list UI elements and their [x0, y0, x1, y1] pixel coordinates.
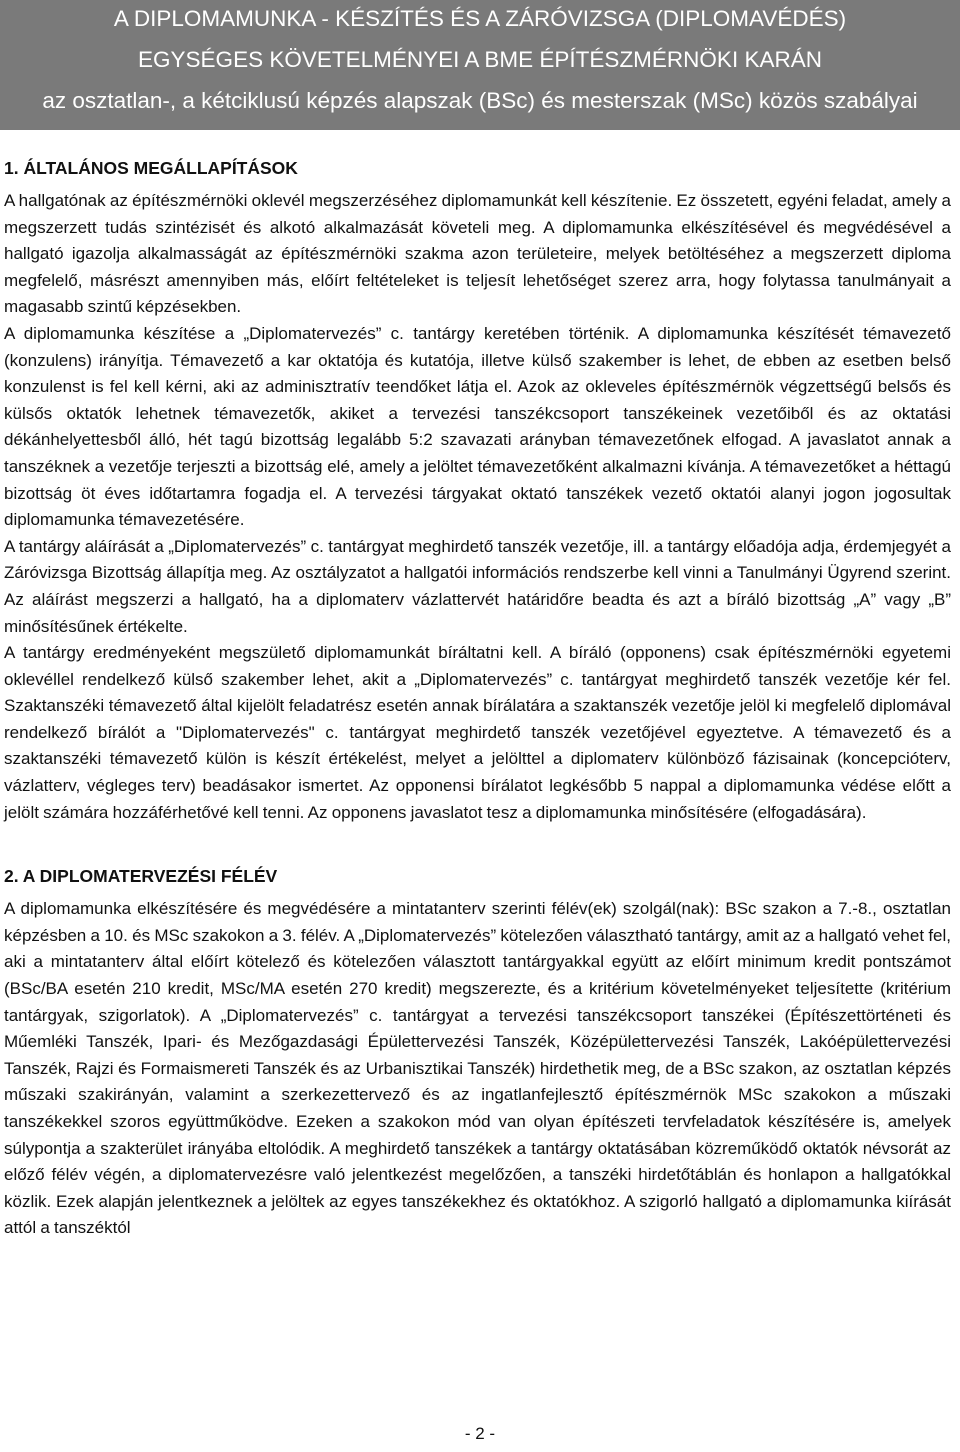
paragraph-semester: A diplomamunka elkészítésére és megvédésére a mintatanterv szerinti félév(ek) szolgál(nak): BSc szakon a 7.-8., osztatlan képzésben a 10. és MSc szakokon a 3. félév. A „Diplomatervezés” kötelezően választható tantárgy, amit az a hallgató vehet fel, aki a mintatanterv által előírt kötelező és kötelezően választott tantárgyakkal együtt az előírt minimum kredit pontszámot (BSc/BA esetén 210 kredit, MSc/MA esetén 270 kredit) megszerezte, és a kritérium követelményeket teljesítette (kritérium tantárgyak, szigorlatok). A „Diplomatervezés” c. tantárgyat a tervezési tanszékcsoport tanszékei (Építészettörténeti és Műemléki Tanszék, Ipari- és Mezőgazdasági Épülettervezési Tanszék, Középülettervezési Tanszék, Lakóépülettervezési Tanszék, Rajzi és Formaismereti Tanszék és az Urbanisztikai Tanszék) hirdethetik meg, de a BSc szakon, az osztatlan képzés műszaki szakirányán, valamint a szerkezettervező és az ingatlanfejlesztő építészmérnök MSc szakokon a műszaki tanszékekkel szoros együttműködve. Ezeken a szakokon mód van olyan építészeti tervfeladatok készítésére is, amelyek súlypontja a szakterület irányába eltolódik. A meghirdető tanszékek a tantárgy oktatásában közreműködő oktatók névsorát az előző félév végén, a diplomatervezésre való jelentkezést megelőzően, a tanszéki hirdetőtáblán és honlapon a hallgatókkal közlik. Ezek alapján jelentkeznek a jelöltek az egyes tanszékekhez és oktatókhoz. A szigorló hallgató a diplomamunka kiírását attól a tanszéktól [4, 899, 951, 1238]
title-line-3: az osztatlan-, a kétciklusú képzés alapszak (BSc) és mesterszak (MSc) közös szabályai [42, 88, 918, 113]
title-line-2: EGYSÉGES KÖVETELMÉNYEI A BME ÉPÍTÉSZMÉRNÖKI KARÁN [138, 47, 822, 72]
title-line-1: A DIPLOMAMUNKA - KÉSZÍTÉS ÉS A ZÁRÓVIZSGA (DIPLOMAVÉDÉS) [113, 6, 847, 31]
page-number: - 2 - [464, 1424, 496, 1443]
paragraph-review: A tantárgy eredményeként megszülető diplomamunkát bíráltatni kell. A bíráló (opponens) csak építészmérnöki egyetemi oklevéllel rendelkező külső szakember lehet, akit a „Diplomatervezés” c. tantárgyat meghirdető tanszék vezetője kér fel. Szaktanszéki témavezető által kijelölt feladatrész esetén annak bírálatára a szaktanszék vezetője jelöl ki megfelelő diplomával rendelkező bírálót a "Diplomatervezés" c. tantárgyat meghirdető tanszék vezetőjével egyeztetve. A témavezető és a szaktanszéki témavezető külön is készít értékelést, melyet a jelölttel a diplomaterv különböző fázisainak (koncepcióterv, vázlatterv, végleges terv) beadásakor ismertet. Az opponensi bírálatot legkésőbb 5 nappal a diplomamunka védése előtt a jelölt számára hozzáférhetővé kell tenni. Az opponens javaslatot tesz a diplomamunka minősítésére (elfogadására). [4, 643, 951, 822]
section-heading-semester: 2. A DIPLOMATERVEZÉSI FÉLÉV [4, 866, 278, 887]
section-heading-general: 1. ÁLTALÁNOS MEGÁLLAPÍTÁSOK [4, 158, 298, 178]
paragraph-supervisor: A diplomamunka készítése a „Diplomatervezés” c. tantárgy keretében történik. A diplomamunka készítését témavezető (konzulens) irányítja. Témavezető a kar oktatója és kutatója, illetve külső szakember is lehet, de ebben az esetben belső konzulenst is fel kell kérni, aki az adminisztratív teendőket látja el. Azok az okleveles építészmérnök végzettségű belsős és külsős oktatók lehetnek témavezetők, akiket a tervezési tanszékcsoport tanszékeinek vezetőiből és az oktatási dékánhelyettesből álló, hét tagú bizottság legalább 5:2 szavazati arányban témavezetőnek elfogad. A javaslatot annak a tanszéknek a vezetője terjeszti a bizottság elé, amely a jelöltet témavezetőként alkalmazni kívánja. A témavezetőket a héttagú bizottság öt éves időtartamra fogadja el. A tervezési tárgyakat oktató tanszékek vezető oktatói alanyi jogon jogosultak diplomamunka témavezetésére. [4, 323, 951, 530]
document-body [4, 148, 951, 1242]
title-banner [0, 0, 960, 130]
paragraph-general-intro: A hallgatónak az építészmérnöki oklevél megszerzéséhez diplomamunkát kell készítenie. Ez összetett, egyéni feladat, amely a megszerzett tudás szintézisét és alkotó alkalmazását követeli meg. A diplomamunka elkészítésével és megvédésével a hallgató igazolja alkalmasságát az építészmérnöki szakma azon területeire, melyek betöltéséhez a megszerzett diploma megfelelő, másrészt amennyiben más, előírt feltételeket is teljesít lehetőséget szerez arra, hogy folytassa tanulmányait a magasabb szintű képzésekben. [4, 191, 951, 317]
paragraph-signature-grade: A tantárgy aláírását a „Diplomatervezés” c. tantárgyat meghirdető tanszék vezetője, ill. a tantárgy előadója adja, érdemjegyét a Záróvizsga Bizottság állapítja meg. Az osztályzatot a hallgatói információs rendszerbe kell vinni a Tanulmányi Ügyrend szerint. Az aláírást megszerzi a hallgató, ha a diplomaterv vázlattervét határidőre beadta és azt a bíráló bizottság „A” vagy „B” minősítésűnek értékelte. [4, 536, 951, 636]
